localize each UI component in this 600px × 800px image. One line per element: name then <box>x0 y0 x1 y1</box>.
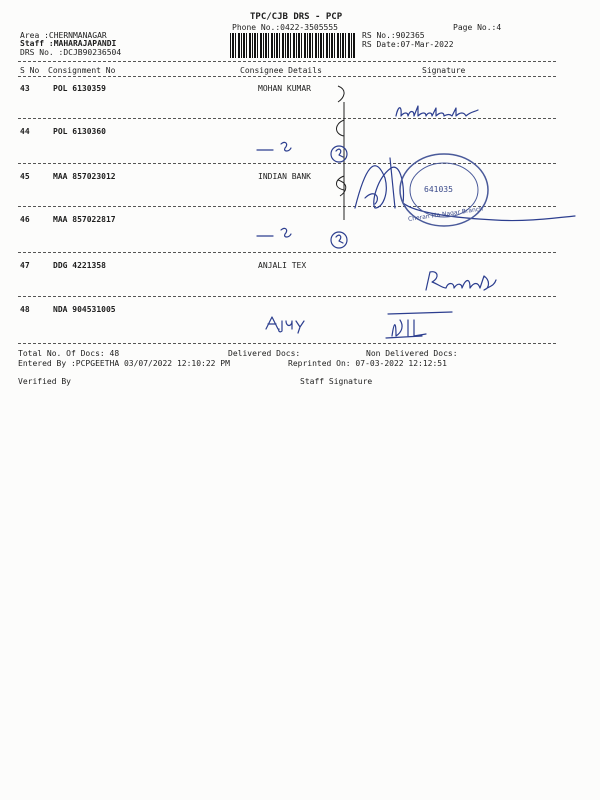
staff-signature: Staff Signature <box>300 377 373 386</box>
stamp-text: Cheran Ma Nagar Branch <box>407 205 484 223</box>
row-consignment: POL 6130360 <box>53 127 106 136</box>
area-label: Area :CHERNMANAGAR <box>20 31 107 40</box>
row-consignee: INDIAN BANK <box>258 172 311 181</box>
row-consignee: ANJALI TEX <box>258 261 307 270</box>
drs-number: DRS No. :DCJB90236504 <box>20 48 122 57</box>
page-title: TPC/CJB DRS - PCP <box>250 12 343 22</box>
delivered-docs: Delivered Docs: <box>228 349 301 358</box>
row-sno: 48 <box>20 305 30 314</box>
row-consignee: MOHAN KUMAR <box>258 84 311 93</box>
total-docs: Total No. Of Docs: 48 <box>18 349 120 358</box>
row-consignment: DDG 4221358 <box>53 261 106 270</box>
page-number: Page No.:4 <box>453 23 502 32</box>
column-header-sno: S No <box>20 66 40 75</box>
column-header-consignment: Consignment No <box>48 66 116 75</box>
row-consignment: POL 6130359 <box>53 84 106 93</box>
staff-label: Staff :MAHARAJAPANDI <box>20 39 117 48</box>
stamp <box>396 150 494 230</box>
row-sno: 44 <box>20 127 30 136</box>
divider <box>18 61 556 62</box>
row-consignment: NDA 904531005 <box>53 305 116 314</box>
row-consignment: MAA 857022817 <box>53 215 116 224</box>
row-sno: 43 <box>20 84 30 93</box>
row-consignment: MAA 857023012 <box>53 172 116 181</box>
column-header-signature: Signature <box>422 66 466 75</box>
row-sno: 47 <box>20 261 30 270</box>
divider <box>18 76 556 77</box>
reprinted-on: Reprinted On: 07-03-2022 12:12:51 <box>288 359 447 368</box>
barcode <box>230 33 356 58</box>
row-sno: 45 <box>20 172 30 181</box>
entered-by: Entered By :PCPGEETHA 03/07/2022 12:10:22 PM <box>18 359 230 368</box>
rs-number: RS No.:902365 <box>362 31 425 40</box>
row-sno: 46 <box>20 215 30 224</box>
column-header-consignee: Consignee Details <box>240 66 322 75</box>
row-divider <box>18 343 556 344</box>
phone-number: Phone No.:0422-3505555 <box>232 23 338 32</box>
rs-date: RS Date:07-Mar-2022 <box>362 40 454 49</box>
stamp-pin: 641035 <box>424 185 453 194</box>
non-delivered-docs: Non Delivered Docs: <box>366 349 458 358</box>
verified-by: Verified By <box>18 377 71 386</box>
